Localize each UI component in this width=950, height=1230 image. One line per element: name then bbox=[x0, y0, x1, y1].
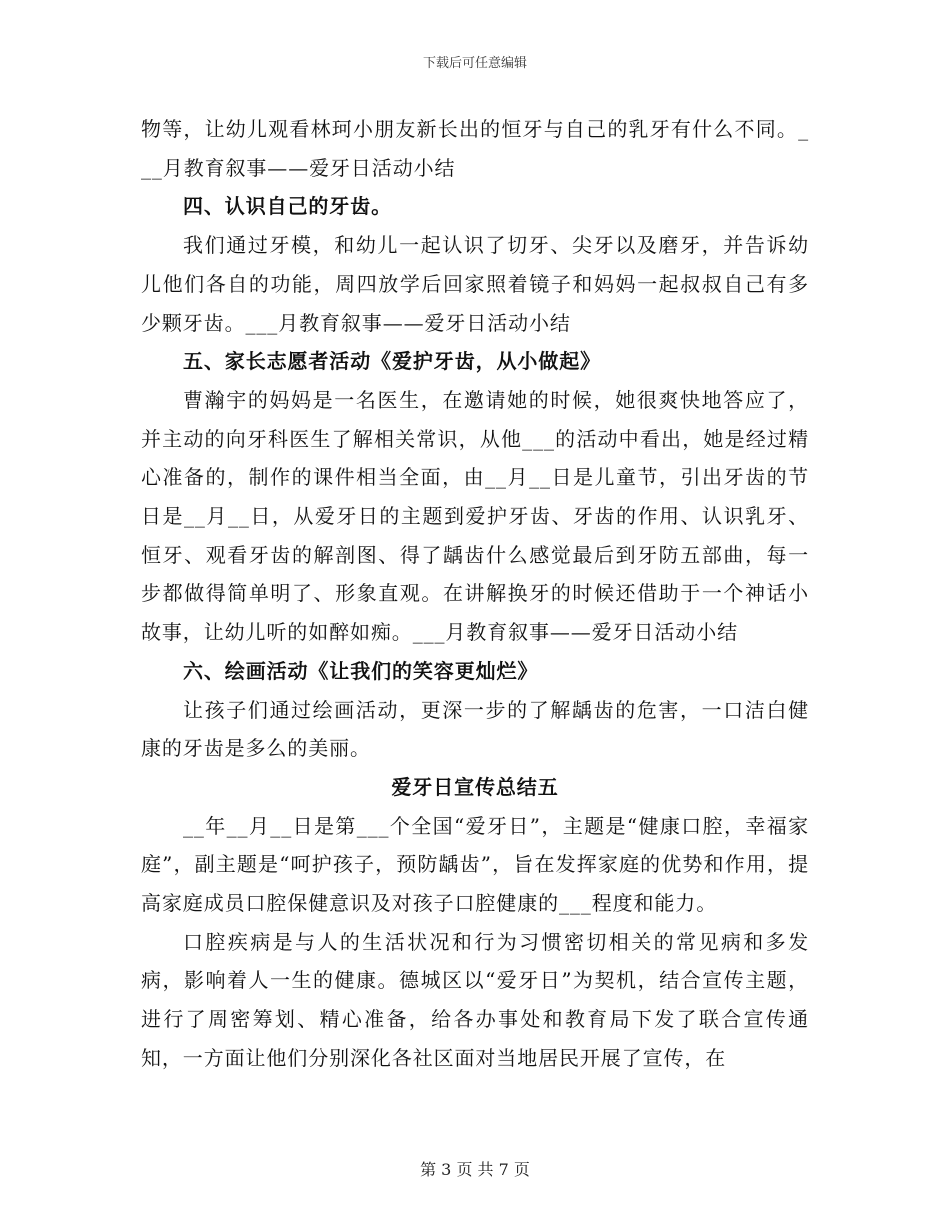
document-body bbox=[141, 110, 809, 1078]
document-title: 爱牙日宣传总结五 bbox=[391, 774, 559, 799]
paragraph-parent-volunteer: 曹瀚宇的妈妈是一名医生，在邀请她的时候，她很爽快地答应了，并主动的向牙科医生了解相关常识，从他___的活动中看出，她是经过精心准备的，制作的课件相当全面，由__月__日是儿童节，引出牙齿的节日是__月__日，从爱牙日的主题到爱护牙齿、牙齿的作用、认识乳牙、恒牙、观看牙齿的解剖图、得了龋齿什么感觉最后到牙防五部曲，每一步都做得简单明了、形象直观。在讲解换牙的时候还借助于一个神话小故事，让幼儿听的如醉如痴。___月教育叙事——爱牙日活动小结 bbox=[141, 387, 809, 645]
page-header bbox=[0, 52, 950, 71]
section-heading-6: 六、绘画活动《让我们的笑容更灿烂》 bbox=[183, 658, 539, 683]
paragraph-oral-disease: 口腔疾病是与人的生活状况和行为习惯密切相关的常见病和多发病，影响着人一生的健康。德城区以“爱牙日”为契机，结合宣传主题，进行了周密筹划、精心准备，给各办事处和教育局下发了联合宣传通知，一方面让他们分别深化各社区面对当地居民开展了宣传，在 bbox=[141, 929, 809, 1070]
page-footer bbox=[0, 1157, 950, 1180]
header-note: 下载后可任意编辑 bbox=[422, 56, 527, 71]
section-heading-5: 五、家长志愿者活动《爱护牙齿，从小做起》 bbox=[183, 349, 601, 374]
paragraph-theme: __年__月__日是第___个全国“爱牙日”，主题是“健康口腔，幸福家庭”，副主题是“呵护孩子，预防龋齿”，旨在发挥家庭的优势和作用，提高家庭成员口腔保健意识及对孩子口腔健康的___程度和能力。 bbox=[141, 813, 809, 916]
section-heading-4: 四、认识自己的牙齿。 bbox=[183, 194, 392, 219]
paragraph-drawing-activity: 让孩子们通过绘画活动，更深一步的了解龋齿的危害，一口洁白健康的牙齿是多么的美丽。 bbox=[141, 697, 809, 761]
paragraph-continuation: 物等，让幼儿观看林珂小朋友新长出的恒牙与自己的乳牙有什么不同。___月教育叙事——爱牙日活动小结 bbox=[141, 117, 809, 180]
paragraph-teeth-model: 我们通过牙模，和幼儿一起认识了切牙、尖牙以及磨牙，并告诉幼儿他们各自的功能，周四放学后回家照着镜子和妈妈一起叔叔自己有多少颗牙齿。___月教育叙事——爱牙日活动小结 bbox=[141, 233, 809, 335]
page-number: 第 3 页 共 7 页 bbox=[420, 1160, 530, 1179]
